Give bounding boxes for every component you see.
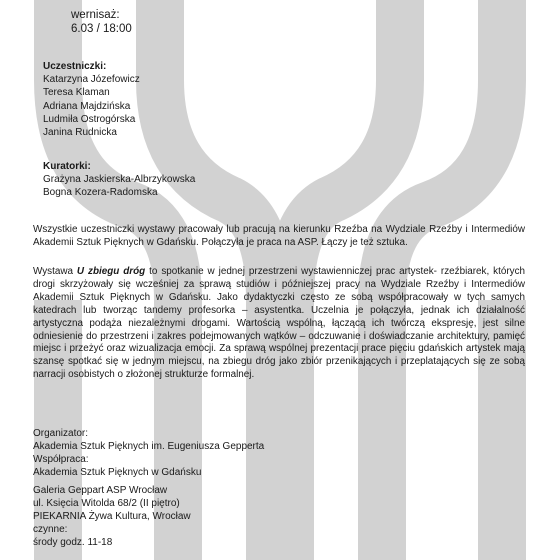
organizer-block xyxy=(33,427,264,479)
exhibition-title: U zbiegu dróg xyxy=(76,266,146,277)
organizer-label: Organizator: xyxy=(33,428,89,439)
venue-hours-label: czynne: xyxy=(33,524,68,535)
curator-name: Grażyna Jaskierska-Albrzykowska xyxy=(43,174,196,186)
intro-paragraph: Wszystkie uczestniczki wystawy pracowały lub pracują na kierunku Rzeźba na Wydziale Rzeźby i Intermediów Akademii Sztuk Pięknych w Gdańsku. Połączyła je praca na ASP. Łączy je też sztuka. xyxy=(33,224,525,248)
participants-heading: Uczestniczki: xyxy=(43,61,107,72)
venue-address: ul. Księcia Witolda 68/2 (II piętro) xyxy=(33,498,180,509)
vernissage-date: 6.03 / 18:00 xyxy=(71,23,132,35)
description-body: to spotkanie w jednej przestrzeni wystawienniczej prac artystek- rzeźbiarek, których drogi skrzyżowały się wcześniej za sprawą studiów i późniejszej pracy na Wydziale Rzeźby i Intermediów Akademii Sztuk Pięknych w Gdańsku. Jako dydaktyczki często ze sobą współpracowały w tych samych katedrach lub tworząc tandemy profesorka – asystentka. Uczelnia je połączyła, jednak ich działalność artystyczna podąża niezależnymi drogami. Wartością wspólną, łączącą ich twórczą ekspresję, jest silne odniesienie do przestrzeni i zakres podejmowanych wątków – odczuwanie i doświadczanie architektury, pamięć miejsc i przeżyć oraz wizualizacja emocji. Za sprawą wspólnej prezentacji prace pięciu gdańskich artystek mają szansę spotkać się w jednym miejscu, na zbiegu dróg jako zbiór przenikających i przeplatających się ze sobą narracji osobistych o złożonej strukturze formalnej. xyxy=(33,266,525,381)
description-lead: Wystawa xyxy=(33,266,77,277)
vernissage-label: wernisaż: xyxy=(71,9,120,21)
cooperation-name: Akademia Sztuk Pięknych w Gdańsku xyxy=(33,467,202,478)
venue-name: Galeria Geppart ASP Wrocław xyxy=(33,485,168,496)
exhibition-description xyxy=(33,266,525,382)
venue-hours: środy godz. 11-18 xyxy=(33,537,113,548)
venue-partner: PIEKARNIA Żywa Kultura, Wrocław xyxy=(33,511,191,522)
participant-name: Janina Rudnicka xyxy=(43,127,117,139)
cooperation-label: Współpraca: xyxy=(33,454,89,465)
participant-name: Adriana Majdzińska xyxy=(43,100,131,112)
venue-block xyxy=(33,484,191,549)
participant-name: Katarzyna Józefowicz xyxy=(43,74,140,86)
curators-heading: Kuratorki: xyxy=(43,161,91,172)
curators-list xyxy=(43,160,195,200)
participant-name: Teresa Klaman xyxy=(43,87,110,99)
organizer-name: Akademia Sztuk Pięknych im. Eugeniusza Gepperta xyxy=(33,441,265,452)
participant-name: Ludmiła Ostrogórska xyxy=(43,113,136,125)
curator-name: Bogna Kozera-Radomska xyxy=(43,187,158,199)
participants-list xyxy=(43,60,140,139)
